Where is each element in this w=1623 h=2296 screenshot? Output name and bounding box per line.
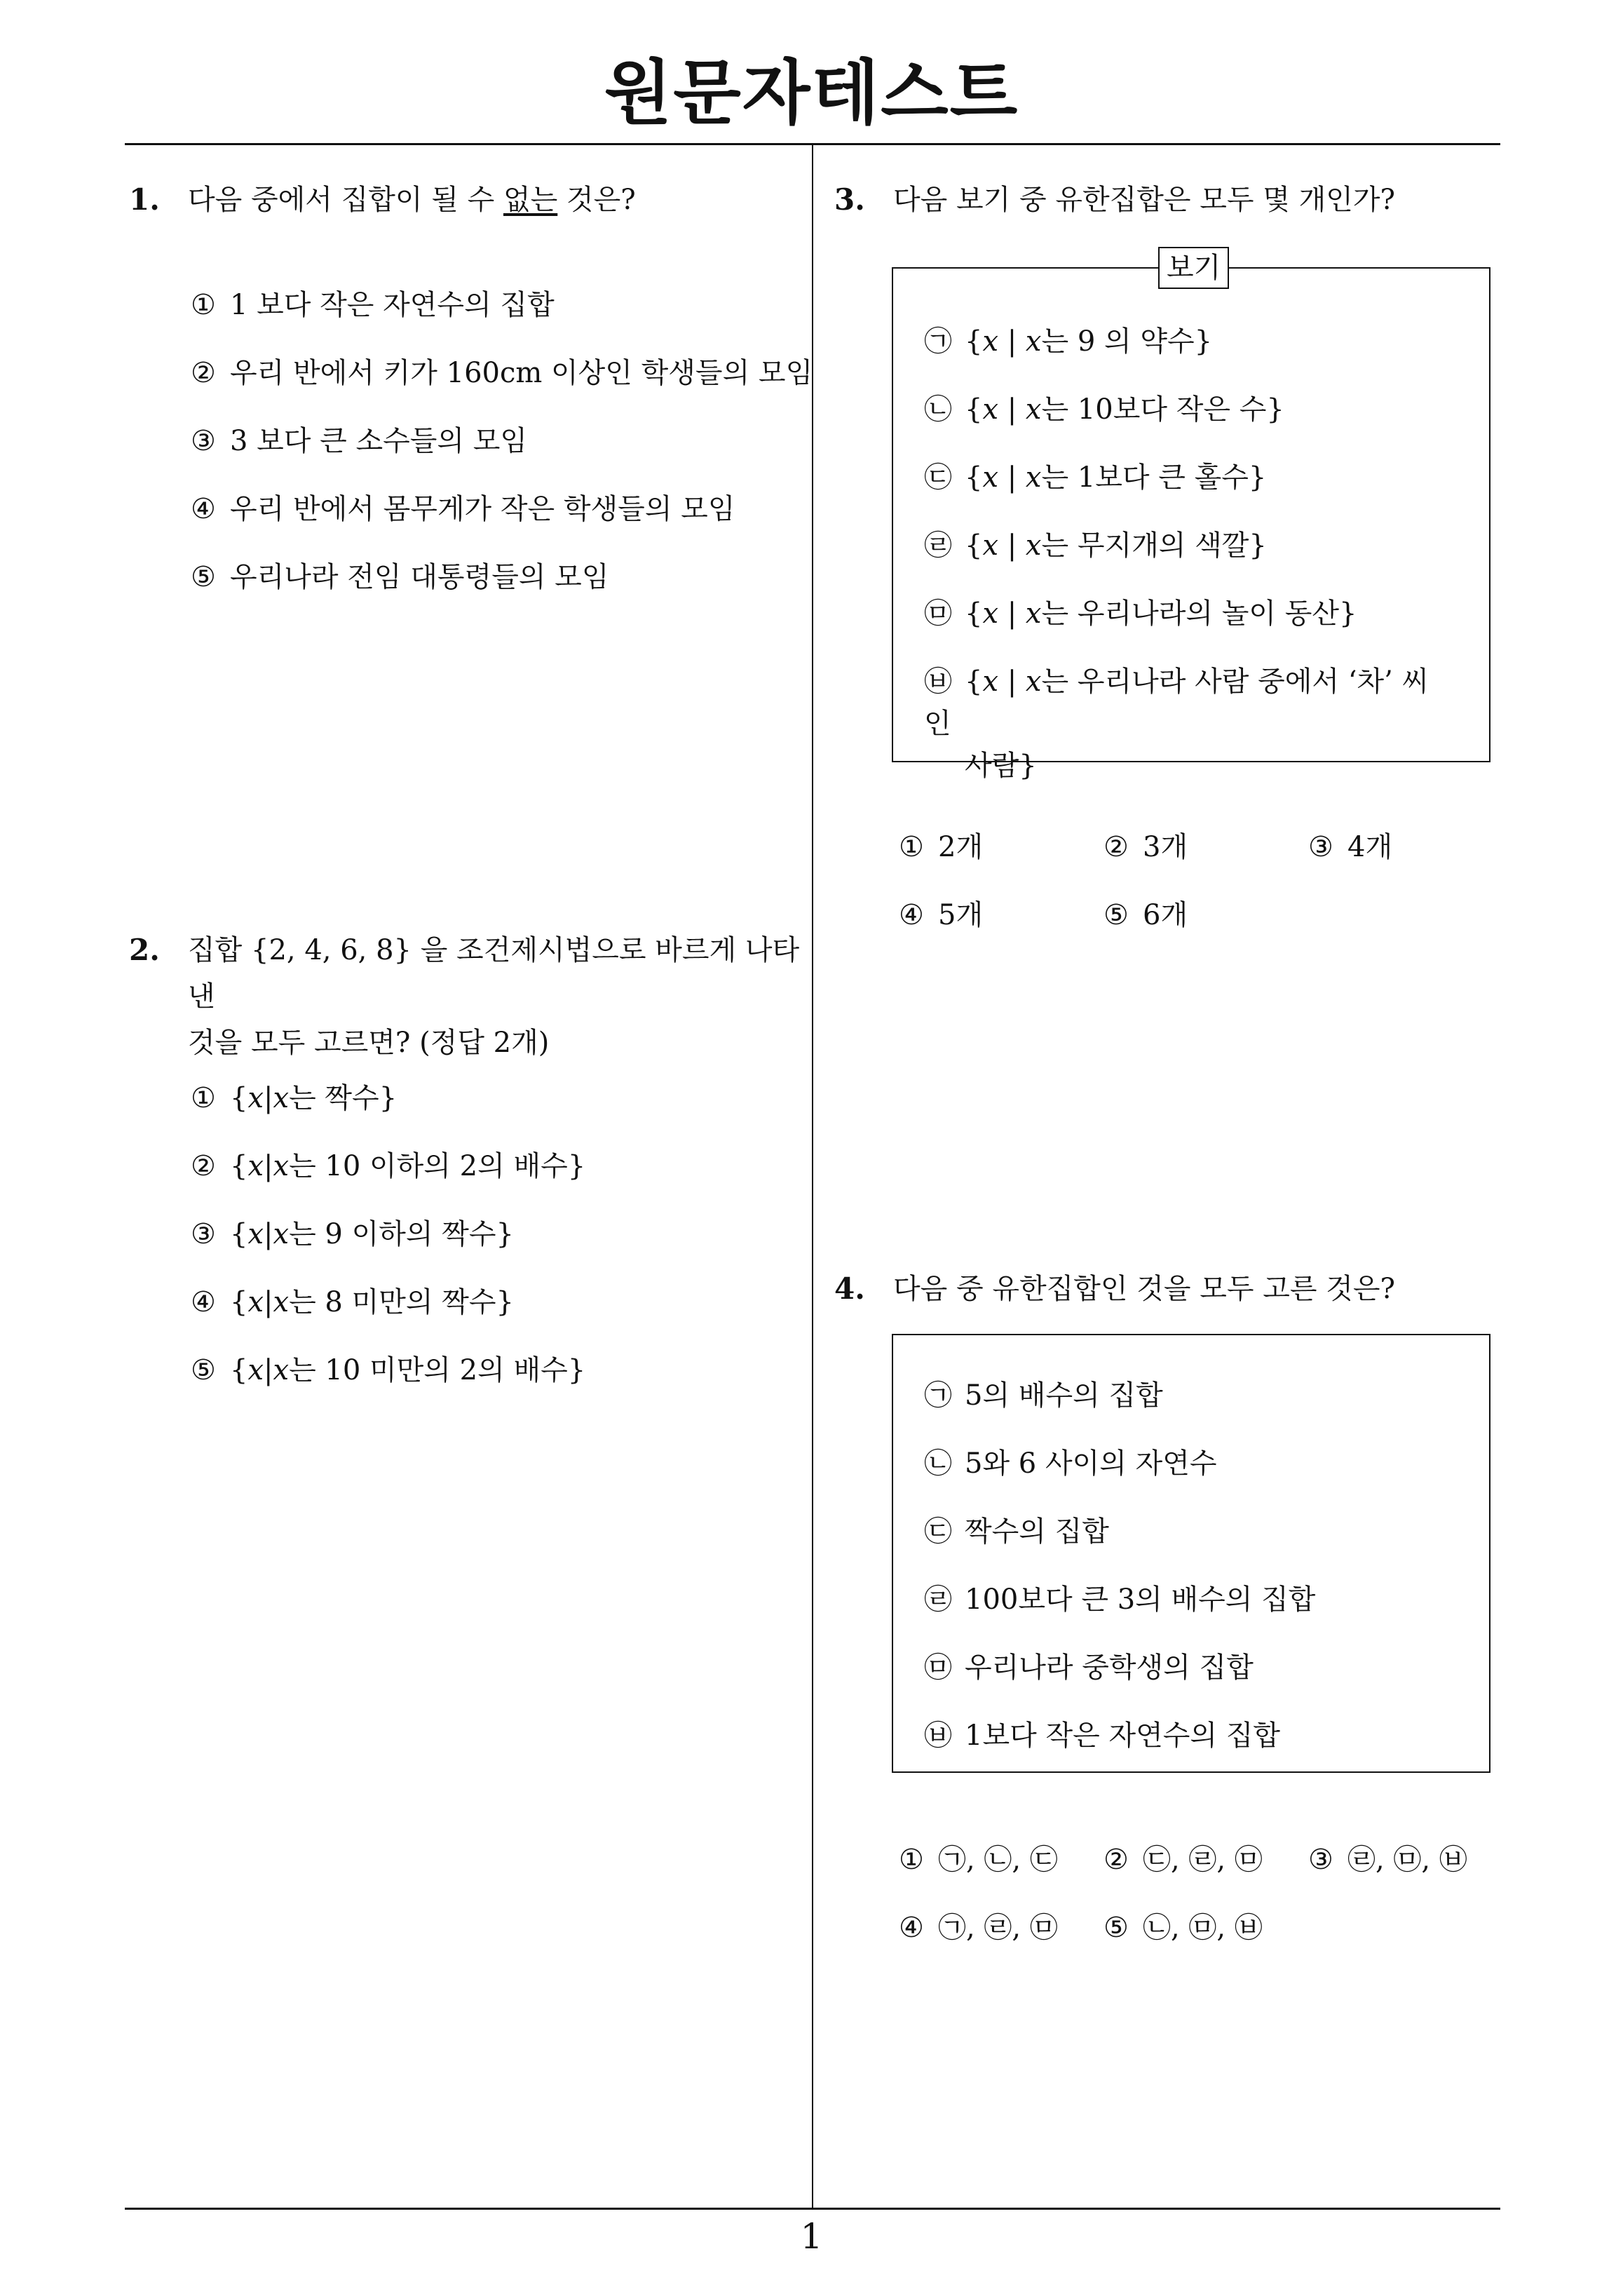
example-item-4: ㉣ {x | x는 무지개의 색깔} bbox=[924, 529, 1267, 562]
option-2[interactable]: ② {x|x는 10 이하의 2의 배수} bbox=[191, 1150, 586, 1182]
question-2-options bbox=[191, 1077, 585, 1417]
question-number: 1. bbox=[129, 182, 160, 217]
example-item-6: ㉥ {x | x는 우리나라 사람 중에서 ‘차’ 씨 인 사람} bbox=[924, 666, 1430, 782]
choice-1[interactable]: ① 2개 bbox=[899, 831, 984, 863]
choice-2[interactable]: ② ㉢, ㉣, ㉤ bbox=[1103, 1844, 1263, 1876]
question-4 bbox=[834, 1266, 1493, 1312]
option-5[interactable]: ⑤ {x|x는 10 미만의 2의 배수} bbox=[191, 1354, 586, 1386]
option-1[interactable]: ① {x|x는 짝수} bbox=[191, 1082, 398, 1114]
question-number: 3. bbox=[834, 182, 865, 217]
choice-2[interactable]: ② 3개 bbox=[1103, 831, 1188, 863]
choice-3[interactable]: ③ ㉣, ㉤, ㉥ bbox=[1308, 1844, 1467, 1876]
question-1-options bbox=[191, 284, 813, 624]
item-3: ㉢ 짝수의 집합 bbox=[924, 1515, 1109, 1548]
item-2: ㉡ 5와 6 사이의 자연수 bbox=[924, 1447, 1217, 1480]
question-2 bbox=[129, 927, 802, 1066]
example-item-2: ㉡ {x | x는 10보다 작은 수} bbox=[924, 393, 1284, 426]
example-box-label: 보기 bbox=[1158, 247, 1229, 289]
example-item-5: ㉤ {x | x는 우리나라의 놀이 동산} bbox=[924, 597, 1357, 630]
choice-1[interactable]: ① ㉠, ㉡, ㉢ bbox=[899, 1844, 1058, 1876]
page-number: 1 bbox=[800, 2216, 823, 2257]
item-5: ㉤ 우리나라 중학생의 집합 bbox=[924, 1652, 1254, 1684]
option-2[interactable]: ② 우리 반에서 키가 160cm 이상인 학생들의 모임 bbox=[191, 357, 813, 389]
page-title: 원문자테스트 bbox=[604, 52, 1019, 134]
question-number: 2. bbox=[129, 933, 160, 967]
item-1: ㉠ 5의 배수의 집합 bbox=[924, 1379, 1163, 1412]
option-4[interactable]: ④ {x|x는 8 미만의 짝수} bbox=[191, 1286, 514, 1318]
choice-4[interactable]: ④ ㉠, ㉣, ㉤ bbox=[899, 1912, 1058, 1944]
choice-3[interactable]: ③ 4개 bbox=[1308, 831, 1393, 863]
question-stem: 집합 {2, 4, 6, 8} 을 조건제시법으로 바르게 나타낸 것을 모두 고르면? (정답 2개) bbox=[188, 934, 800, 1059]
choice-4[interactable]: ④ 5개 bbox=[899, 899, 984, 931]
question-1 bbox=[129, 177, 802, 223]
bottom-rule bbox=[125, 2208, 1500, 2210]
question-stem: 다음 중에서 집합이 될 수 없는 것은? bbox=[188, 184, 636, 216]
item-6: ㉥ 1보다 작은 자연수의 집합 bbox=[924, 1720, 1280, 1752]
choice-5[interactable]: ⑤ 6개 bbox=[1103, 899, 1188, 931]
example-item-1: ㉠ {x | x는 9 의 약수} bbox=[924, 325, 1213, 358]
choice-5[interactable]: ⑤ ㉡, ㉤, ㉥ bbox=[1103, 1912, 1263, 1944]
option-1[interactable]: ① 1 보다 작은 자연수의 집합 bbox=[191, 289, 555, 321]
underlined-word: 없는 bbox=[503, 184, 558, 216]
option-5[interactable]: ⑤ 우리나라 전임 대통령들의 모임 bbox=[191, 561, 609, 593]
example-item-3: ㉢ {x | x는 1보다 큰 홀수} bbox=[924, 461, 1267, 494]
item-4: ㉣ 100보다 큰 3의 배수의 집합 bbox=[924, 1583, 1316, 1616]
question-3 bbox=[834, 177, 1493, 223]
question-stem: 다음 중 유한집합인 것을 모두 고른 것은? bbox=[893, 1273, 1395, 1305]
option-3[interactable]: ③ {x|x는 9 이하의 짝수} bbox=[191, 1218, 514, 1250]
option-3[interactable]: ③ 3 보다 큰 소수들의 모임 bbox=[191, 425, 528, 457]
question-number: 4. bbox=[834, 1271, 865, 1306]
option-4[interactable]: ④ 우리 반에서 몸무게가 작은 학생들의 모임 bbox=[191, 493, 735, 525]
question-stem: 다음 보기 중 유한집합은 모두 몇 개인가? bbox=[893, 184, 1395, 216]
